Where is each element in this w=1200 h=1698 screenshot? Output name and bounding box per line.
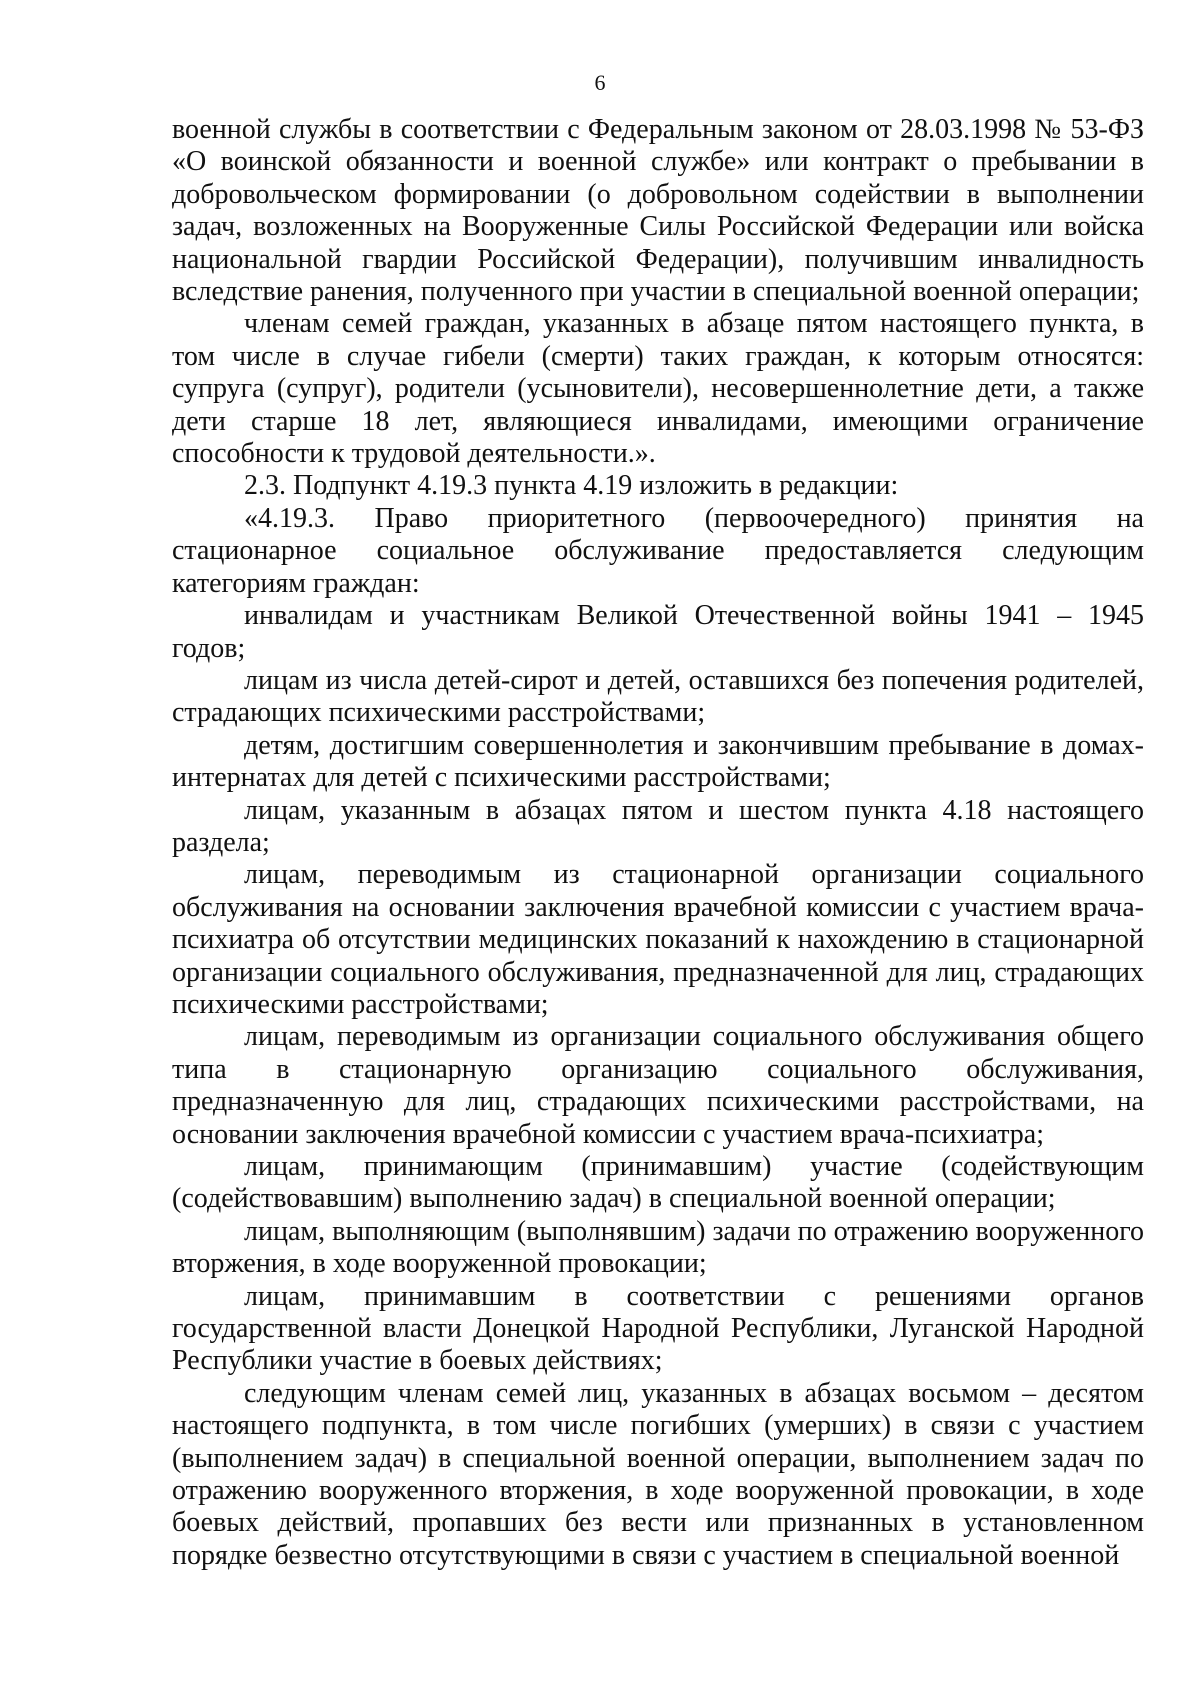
- document-body: [172, 114, 1144, 1572]
- paragraph: лицам, переводимым из стационарной организации социального обслуживания на основании заключения врачебной комиссии с участием врача-психиатра об отсутствии медицинских показаний к нахождению в стационарной организации социального обслуживания, предназначенной для лиц, страдающих психическими расстройствами;: [172, 859, 1144, 1020]
- paragraph: лицам, принимавшим в соответствии с решениями органов государственной власти Донецкой Народной Республики, Луганской Народной Республики участие в боевых действиях;: [172, 1280, 1144, 1377]
- paragraph: членам семей граждан, указанных в абзаце пятом настоящего пункта, в том числе в случае гибели (смерти) таких граждан, к которым относятся: супруга (супруг), родители (усыновители), несовершеннолетние дети, а также дети старше 18 лет, являющиеся инвалидами, имеющими ограничение способности к трудовой деятельности.».: [172, 308, 1144, 470]
- paragraph: 2.3. Подпункт 4.19.3 пункта 4.19 изложить в редакции:: [244, 470, 899, 502]
- paragraph: лицам из числа детей-сирот и детей, оставшихся без попечения родителей, страдающих психическими расстройствами;: [172, 664, 1144, 729]
- paragraph: лицам, переводимым из организации социального обслуживания общего типа в стационарную организацию социального обслуживания, предназначенную для лиц, страдающих психическими расстройствами, на основании заключения врачебной комиссии с участием врача-психиатра;: [172, 1021, 1144, 1150]
- paragraph: детям, достигшим совершеннолетия и закончившим пребывание в домах-интернатах для детей с психическими расстройствами;: [172, 729, 1144, 794]
- page-number: 6: [594, 70, 606, 95]
- paragraph: следующим членам семей лиц, указанных в абзацах восьмом – десятом настоящего подпункта, в том числе погибших (умерших) в связи с участием (выполнением задач) в специальной военной операции, выполнением задач по отражению вооруженного вторжения, в ходе вооруженной провокации, в ходе боевых действий, пропавших без вести или признанных в установленном порядке безвестно отсутствующими в связи с участием в специальной военной: [172, 1377, 1144, 1571]
- paragraph: лицам, указанным в абзацах пятом и шестом пункта 4.18 настоящего раздела;: [172, 794, 1144, 858]
- paragraph: «4.19.3. Право приоритетного (первоочередного) принятия на стационарное социальное обслуживание предоставляется следующим категориям граждан:: [172, 502, 1144, 599]
- paragraph: военной службы в соответствии с Федеральным законом от 28.03.1998 № 53-ФЗ «О воинской обязанности и военной службе» или контракт о пребывании в добровольческом формировании (о добровольном содействии в выполнении задач, возложенных на Вооруженные Силы Российской Федерации или войска национальной гвардии Российской Федерации), получившим инвалидность вследствие ранения, полученного при участии в специальной военной операции;: [172, 114, 1144, 308]
- paragraph: инвалидам и участникам Великой Отечественной войны 1941 – 1945 годов;: [172, 600, 1144, 664]
- paragraph: лицам, принимающим (принимавшим) участие (содействующим (содействовавшим) выполнению задач) в специальной военной операции;: [172, 1151, 1144, 1215]
- paragraph: лицам, выполняющим (выполнявшим) задачи по отражению вооруженного вторжения, в ходе вооруженной провокации;: [172, 1215, 1144, 1280]
